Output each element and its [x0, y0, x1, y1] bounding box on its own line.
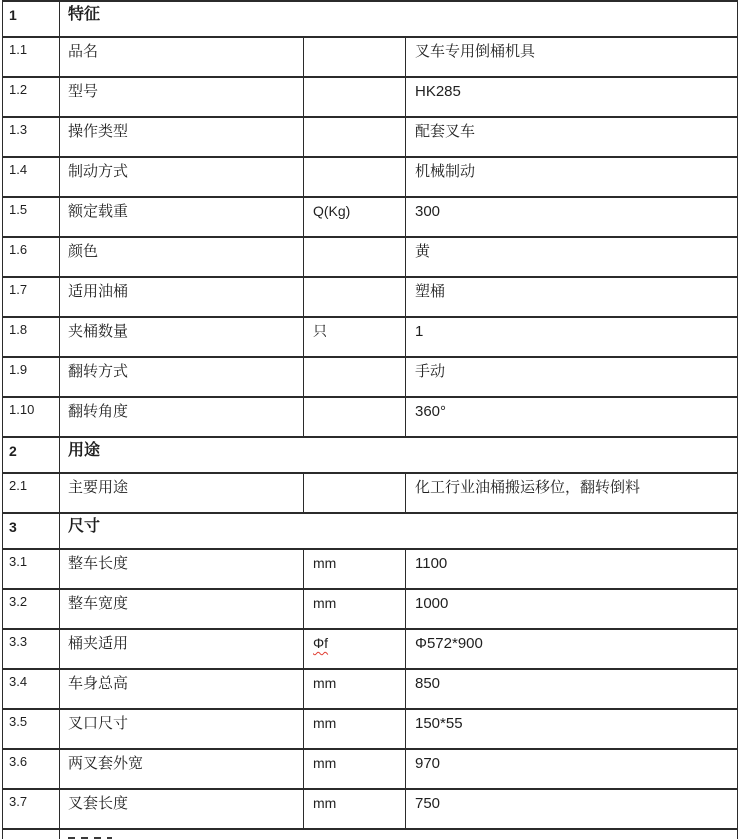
- spec-name: 额定载重: [60, 197, 304, 237]
- row-number: 1.1: [3, 37, 60, 77]
- spec-name: 桶夹适用: [60, 629, 304, 669]
- spec-row: [3, 357, 738, 397]
- unit-text: mm: [313, 715, 337, 731]
- spec-row: [3, 473, 738, 513]
- spec-value: HK285: [406, 77, 738, 117]
- spec-unit: [304, 317, 406, 357]
- spec-row: [3, 317, 738, 357]
- row-number: 3: [3, 513, 60, 549]
- spec-value: 1: [406, 317, 738, 357]
- spec-row: [3, 157, 738, 197]
- spec-name: 整车宽度: [60, 589, 304, 629]
- row-number: 2.1: [3, 473, 60, 513]
- spec-table-body: [3, 1, 738, 839]
- spec-unit: [304, 473, 406, 513]
- section-title: 尺寸: [60, 513, 738, 549]
- spec-name: 适用油桶: [60, 277, 304, 317]
- section-title: 用途: [60, 437, 738, 473]
- row-number: 1.8: [3, 317, 60, 357]
- row-number: [3, 829, 60, 839]
- spec-unit: [304, 157, 406, 197]
- spec-row: [3, 117, 738, 157]
- spec-value: 150*55: [406, 709, 738, 749]
- spec-value: Φ572*900: [406, 629, 738, 669]
- spec-row: [3, 37, 738, 77]
- spec-row: [3, 589, 738, 629]
- spec-row: [3, 397, 738, 437]
- spec-value: 化工行业油桶搬运移位，翻转倒料: [406, 473, 738, 513]
- spec-row: [3, 277, 738, 317]
- clipped-section-title: [60, 829, 738, 839]
- unit-text: 只: [313, 323, 327, 339]
- row-number: 3.5: [3, 709, 60, 749]
- row-number: 3.6: [3, 749, 60, 789]
- row-number: 1.5: [3, 197, 60, 237]
- spec-unit: [304, 397, 406, 437]
- spec-name: 操作类型: [60, 117, 304, 157]
- spec-unit: [304, 749, 406, 789]
- spec-name: 主要用途: [60, 473, 304, 513]
- spec-name: 整车长度: [60, 549, 304, 589]
- spec-row: [3, 237, 738, 277]
- spec-value: 黄: [406, 237, 738, 277]
- spec-value: 750: [406, 789, 738, 829]
- unit-text: Φf: [313, 635, 329, 651]
- spec-unit: [304, 237, 406, 277]
- row-number: 1.4: [3, 157, 60, 197]
- spec-row: [3, 669, 738, 709]
- section-row: [3, 513, 738, 549]
- spec-value: 360°: [406, 397, 738, 437]
- spec-row: [3, 749, 738, 789]
- unit-text: mm: [313, 675, 337, 691]
- spec-row: [3, 77, 738, 117]
- row-number: 3.3: [3, 629, 60, 669]
- spec-unit: [304, 589, 406, 629]
- row-number: 1.6: [3, 237, 60, 277]
- spec-table: [2, 0, 738, 839]
- row-number: 1.10: [3, 397, 60, 437]
- row-number: 1.2: [3, 77, 60, 117]
- spec-value: 塑桶: [406, 277, 738, 317]
- spec-unit: [304, 669, 406, 709]
- spec-name: 型号: [60, 77, 304, 117]
- spec-row: [3, 709, 738, 749]
- spec-value: 300: [406, 197, 738, 237]
- unit-text: mm: [313, 595, 337, 611]
- spec-value: 970: [406, 749, 738, 789]
- spec-unit: [304, 37, 406, 77]
- section-row: [3, 1, 738, 37]
- spec-row: [3, 197, 738, 237]
- spec-row: [3, 629, 738, 669]
- spec-unit: [304, 77, 406, 117]
- spec-value: 850: [406, 669, 738, 709]
- spec-value: 配套叉车: [406, 117, 738, 157]
- spec-name: 两叉套外宽: [60, 749, 304, 789]
- unit-text: Q(Kg): [313, 203, 351, 219]
- spec-unit: [304, 197, 406, 237]
- spec-name: 夹桶数量: [60, 317, 304, 357]
- unit-text: mm: [313, 795, 337, 811]
- spec-name: 叉口尺寸: [60, 709, 304, 749]
- spec-name: 叉套长度: [60, 789, 304, 829]
- spec-name: 颜色: [60, 237, 304, 277]
- row-number: 1: [3, 1, 60, 37]
- row-number: 3.2: [3, 589, 60, 629]
- section-title: 特征: [60, 1, 738, 37]
- section-row: [3, 437, 738, 473]
- clipped-partial-row: [3, 829, 738, 839]
- row-number: 3.1: [3, 549, 60, 589]
- row-number: 1.7: [3, 277, 60, 317]
- spec-name: 翻转方式: [60, 357, 304, 397]
- spec-value: 1000: [406, 589, 738, 629]
- spec-unit: [304, 357, 406, 397]
- row-number: 1.3: [3, 117, 60, 157]
- unit-text: mm: [313, 555, 337, 571]
- spec-value: 1100: [406, 549, 738, 589]
- spec-unit: [304, 709, 406, 749]
- spec-name: 品名: [60, 37, 304, 77]
- spec-unit: [304, 629, 406, 669]
- spec-value: 手动: [406, 357, 738, 397]
- spec-name: 制动方式: [60, 157, 304, 197]
- spec-unit: [304, 789, 406, 829]
- spec-unit: [304, 117, 406, 157]
- spec-name: 车身总高: [60, 669, 304, 709]
- unit-text: mm: [313, 755, 337, 771]
- row-number: 3.4: [3, 669, 60, 709]
- spec-value: 叉车专用倒桶机具: [406, 37, 738, 77]
- row-number: 3.7: [3, 789, 60, 829]
- spec-row: [3, 549, 738, 589]
- spec-row: [3, 789, 738, 829]
- spec-unit: [304, 549, 406, 589]
- row-number: 1.9: [3, 357, 60, 397]
- spec-name: 翻转角度: [60, 397, 304, 437]
- row-number: 2: [3, 437, 60, 473]
- spec-value: 机械制动: [406, 157, 738, 197]
- spec-unit: [304, 277, 406, 317]
